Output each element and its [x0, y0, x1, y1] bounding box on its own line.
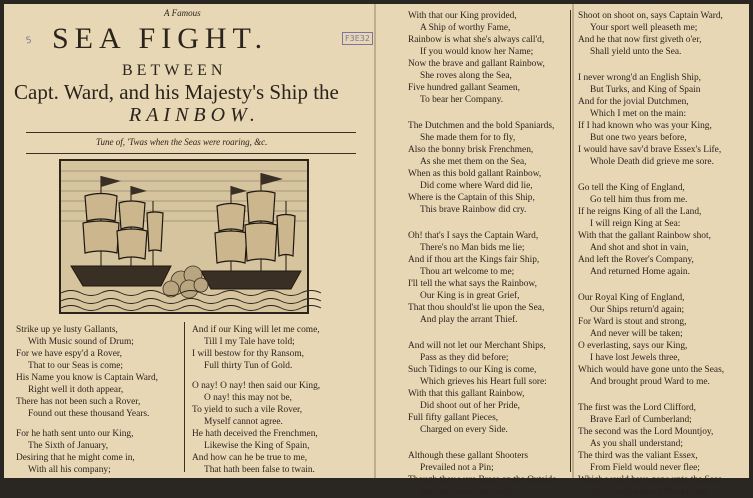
verse-line: Did come where Ward did lie, — [420, 181, 533, 191]
verse-line: If you would know her Name; — [420, 47, 534, 57]
verse-line: Full fifty gallant Pieces, — [408, 413, 499, 423]
verse-line: Our Ships return'd again; — [590, 305, 685, 315]
verse-line: And will not let our Merchant Ships, — [408, 341, 546, 351]
verse-line: Which grieves his Heart full sore: — [420, 377, 547, 387]
verse-line: She made them for to fly, — [420, 133, 516, 143]
verse-line: And shot and shot in vain, — [590, 243, 689, 253]
title-ship-name: RAINBOW. — [129, 104, 260, 126]
verse-line: This brave Rainbow did cry. — [420, 205, 527, 215]
stanza-col2-2 — [192, 380, 320, 476]
verse-line: Till I my Tale have told; — [204, 337, 295, 347]
stanza-col4-1 — [578, 10, 724, 58]
verse-line: That hath been false to twain. — [204, 465, 315, 475]
verse-line: With Music sound of Drum; — [28, 337, 134, 347]
verse-line: If he reigns King of all the Land, — [578, 207, 702, 217]
verse-line: For we have espy'd a Rover, — [16, 349, 122, 359]
verse-line: There's no Man bids me lie; — [420, 243, 525, 253]
stanza-col4-5 — [578, 402, 724, 498]
verse-line: That to our Seas is come; — [28, 361, 124, 371]
verse-line: And left the Rover's Company, — [578, 255, 694, 265]
verse-column-1 — [16, 324, 158, 476]
woodcut-ships-illustration — [59, 159, 309, 314]
verse-line: Five hundred gallant Seamen, — [408, 83, 520, 93]
verse-line: Which would have gone unto the Seas, — [578, 365, 725, 375]
verse-line: I'll tell the what says the Rainbow, — [408, 279, 537, 289]
verse-line: O everlasting, says our King, — [578, 341, 688, 351]
ship-battle-image — [61, 161, 307, 312]
verse-line: Right well it doth appear, — [28, 385, 124, 395]
verse-line: And if thou art the Kings fair Ship, — [408, 255, 540, 265]
title-rule-bottom — [26, 153, 356, 154]
verse-line: Your sport well pleaseth me; — [590, 23, 698, 33]
verse-line: I have lost Jewels three, — [590, 353, 680, 363]
verse-column-3 — [408, 10, 556, 498]
verse-line: When as this bold gallant Rainbow, — [408, 169, 542, 179]
stanza-col4-2 — [578, 72, 724, 168]
verse-line: I will bestow for thy Ransom, — [192, 349, 304, 359]
verse-line: Brave Earl of Cumberland; — [590, 415, 692, 425]
stanza-col3-4 — [408, 340, 556, 436]
verse-line: I never wrong'd an English Ship, — [578, 73, 702, 83]
fold-crease-right — [572, 4, 574, 478]
verse-line: The first was the Lord Clifford, — [578, 403, 697, 413]
verse-line: The third was the valiant Essex, — [578, 451, 698, 461]
verse-line: Myself cannot agree. — [204, 417, 283, 427]
verse-line: Rainbow is what she's always call'd, — [408, 35, 545, 45]
stanza-col3-5 — [408, 450, 556, 498]
verse-line: There has not been such a Rover, — [16, 397, 141, 407]
verse-line: Shoot on shoot on, says Captain Ward, — [578, 11, 723, 21]
verse-line: For he hath sent unto our King, — [16, 429, 134, 439]
stanza-col3-3 — [408, 230, 556, 326]
verse-line: Likewise the King of Spain, — [204, 441, 310, 451]
verse-line: To bear her Company. — [420, 95, 504, 105]
verse-line: As you shall understand; — [590, 439, 683, 449]
stanza-col3-2 — [408, 120, 556, 216]
catalogue-stamp: F3E32 — [342, 32, 373, 45]
column-rule-3 — [570, 10, 571, 472]
fold-crease-left — [374, 4, 376, 478]
verse-line: Where is the Captain of this Ship, — [408, 193, 535, 203]
verse-line: And play the arrant Thief. — [420, 315, 518, 325]
verse-line: And returned Home again. — [590, 267, 690, 277]
verse-line: And for the jovial Dutchmen, — [578, 97, 689, 107]
verse-line: With that our King provided, — [408, 11, 517, 21]
verse-column-4 — [578, 10, 724, 498]
verse-line: And brought proud Ward to me. — [590, 377, 710, 387]
verse-line: And he that now first giveth o'er, — [578, 35, 702, 45]
verse-line: O nay! this may not be, — [204, 393, 293, 403]
verse-line: Found out these thousand Years. — [28, 409, 150, 419]
verse-line: And how can he be true to me, — [192, 453, 308, 463]
verse-line: Charged on every Side. — [420, 425, 508, 435]
verse-line: Thou art welcome to me; — [420, 267, 515, 277]
verse-line: I would have sav'd brave Essex's Life, — [578, 145, 722, 155]
verse-line: Oh! that's I says the Captain Ward, — [408, 231, 539, 241]
verse-line: Did shoot out of her Pride, — [420, 401, 520, 411]
verse-line: With that this gallant Rainbow, — [408, 389, 525, 399]
verse-line: Desiring that he might come in, — [16, 453, 135, 463]
verse-line: Which would have gone unto the Seas, — [578, 475, 725, 485]
stanza-col1-2 — [16, 428, 158, 476]
verse-line: And never will be taken; — [590, 329, 683, 339]
title-rule-top — [26, 132, 356, 133]
verse-column-2 — [192, 324, 320, 476]
verse-line: And if our King will let me come, — [192, 325, 320, 335]
verse-line: O nay! O nay! then said our King, — [192, 381, 321, 391]
verse-line: For Ward is stout and strong, — [578, 317, 687, 327]
verse-line: As she met them on the Sea, — [420, 157, 527, 167]
verse-line: Although these gallant Shooters — [408, 451, 529, 461]
verse-line: Prevailed not a Pin; — [420, 463, 494, 473]
verse-line: Our Royal King of England, — [578, 293, 685, 303]
main-title: SEA FIGHT. — [52, 22, 269, 55]
verse-line: His Name you know is Captain Ward, — [16, 373, 159, 383]
verse-line: She roves along the Sea, — [420, 71, 512, 81]
verse-line: Such Tidings to our King is come, — [408, 365, 537, 375]
verse-line: Go tell the King of England, — [578, 183, 685, 193]
verse-line: From Field would never flee; — [590, 463, 700, 473]
stanza-col4-4 — [578, 292, 724, 388]
verse-line: The Dutchmen and the bold Spaniards, — [408, 121, 555, 131]
verse-line: The Sixth of January, — [28, 441, 109, 451]
title-between: BETWEEN — [122, 62, 227, 79]
pencil-mark: 5 — [25, 35, 33, 47]
verse-line: Which I met on the main: — [590, 109, 687, 119]
verse-line: Yet Ward was Steel within: — [420, 487, 522, 497]
verse-line: Full thirty Tun of Gold. — [204, 361, 293, 371]
verse-line: But Turks, and King of Spain — [590, 85, 701, 95]
broadside-sheet — [4, 4, 749, 497]
verse-line: Whole Death did grieve me sore. — [590, 157, 714, 167]
verse-line: Go tell him thus from me. — [590, 195, 688, 205]
title-subject: Capt. Ward, and his Majesty's Ship the — [14, 80, 339, 104]
stanza-col2-1 — [192, 324, 320, 372]
verse-line: A Ship of worthy Fame, — [420, 23, 511, 33]
verse-line: Strike up ye lusty Gallants, — [16, 325, 118, 335]
title-prefix: A Famous — [164, 8, 201, 18]
verse-line: He hath deceived the Frenchmen, — [192, 429, 318, 439]
verse-line: I will reign King at Sea: — [590, 219, 681, 229]
verse-line: With that the gallant Rainbow shot, — [578, 231, 711, 241]
stanza-col3-1 — [408, 10, 556, 106]
verse-line: Pass as they did before; — [420, 353, 509, 363]
stanza-col1-1 — [16, 324, 158, 420]
stanza-col4-3 — [578, 182, 724, 278]
tune-line: Tune of, 'Twas when the Seas were roaring, &c. — [96, 137, 268, 147]
verse-line: The second was the Lord Mountjoy, — [578, 427, 714, 437]
verse-line: To yield to such a vile Rover, — [192, 405, 303, 415]
verse-line: That thou should'st lie upon the Sea, — [408, 303, 545, 313]
column-rule-1 — [184, 322, 185, 472]
verse-line: If I had known who was your King, — [578, 121, 712, 131]
verse-line: Our King is in great Grief, — [420, 291, 520, 301]
verse-line: Also the bonny brisk Frenchmen, — [408, 145, 534, 155]
verse-line: But one two years before, — [590, 133, 687, 143]
verse-line: And brought proud Ward to me. — [590, 487, 710, 497]
verse-line: Now the brave and gallant Rainbow, — [408, 59, 545, 69]
verse-line: Shall yield unto the Sea. — [590, 47, 682, 57]
verse-line: Though they were Brass on the Outside — [408, 475, 557, 485]
verse-line: With all his company; — [28, 465, 111, 475]
